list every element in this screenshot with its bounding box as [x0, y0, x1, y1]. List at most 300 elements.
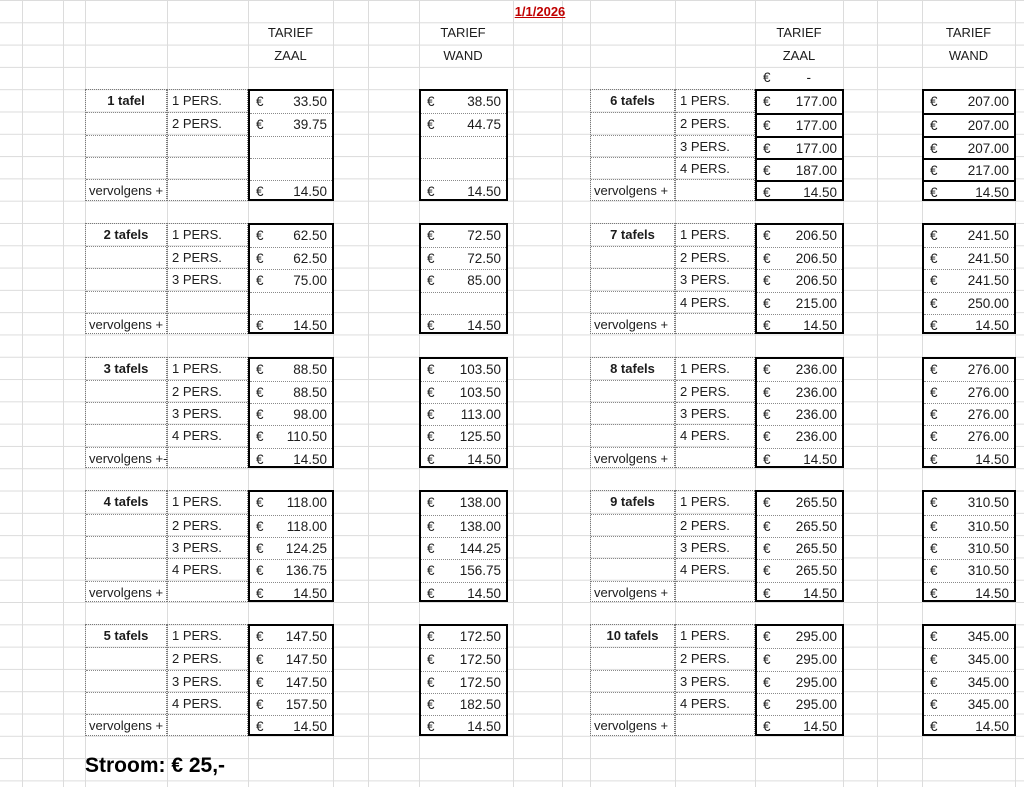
euro-symbol: €: [930, 563, 938, 579]
euro-symbol: €: [930, 295, 938, 311]
zaal-price-cell[interactable]: [250, 269, 332, 291]
zaal-price-cell[interactable]: [250, 693, 332, 715]
pers-cell[interactable]: 2 PERS.: [168, 246, 247, 268]
empty-cell[interactable]: [591, 268, 674, 290]
pers-cell[interactable]: [168, 157, 247, 179]
zaal-price-cell[interactable]: [250, 559, 332, 581]
euro-symbol: €: [930, 384, 938, 400]
price-value: 75.00: [293, 273, 327, 289]
pers-cell[interactable]: 2 PERS.: [168, 514, 247, 536]
vervolgens-label-cell[interactable]: vervolgens +: [86, 179, 166, 201]
pers-cell[interactable]: 2 PERS.: [676, 647, 754, 669]
wand-vervolgens-price-cell[interactable]: [421, 715, 506, 737]
zaal-price-cell[interactable]: [250, 492, 332, 514]
wand-vervolgens-price-cell[interactable]: [924, 314, 1014, 336]
zaal-price-cell[interactable]: [757, 403, 842, 425]
empty-cell[interactable]: [86, 402, 166, 424]
zaal-price-cell[interactable]: [250, 247, 332, 269]
price-value: 98.00: [293, 407, 327, 423]
price-value: 172.50: [459, 674, 501, 690]
wand-price-box: [419, 223, 508, 335]
tafel-label-cell[interactable]: 3 tafels: [103, 360, 149, 376]
wand-price-cell[interactable]: [421, 671, 506, 693]
wand-vervolgens-price-cell[interactable]: [924, 582, 1014, 604]
pers-cell[interactable]: 3 PERS.: [168, 402, 247, 424]
empty-cell[interactable]: [168, 313, 247, 335]
wand-price-cell[interactable]: [924, 425, 1014, 447]
wand-price-cell[interactable]: [924, 136, 1014, 158]
wand-vervolgens-price-cell[interactable]: [421, 448, 506, 470]
zaal-vervolgens-price-cell[interactable]: [250, 582, 332, 604]
pers-cell[interactable]: 4 PERS.: [676, 558, 754, 580]
tafel-label-column: [85, 624, 167, 736]
price-value: 241.50: [967, 227, 1009, 243]
vervolgens-label-cell[interactable]: vervolgens +: [591, 714, 674, 736]
pers-cell[interactable]: [168, 291, 247, 313]
wand-price-cell[interactable]: [421, 693, 506, 715]
zaal-price-cell[interactable]: [757, 247, 842, 269]
euro-symbol: €: [930, 407, 938, 423]
zaal-price-cell[interactable]: [250, 292, 332, 314]
price-value: 236.00: [795, 361, 837, 377]
price-value: 265.50: [795, 540, 837, 556]
euro-symbol: €: [256, 407, 264, 423]
empty-cell[interactable]: [591, 291, 674, 313]
pers-cell[interactable]: 2 PERS.: [676, 514, 754, 536]
empty-cell[interactable]: [86, 692, 166, 714]
euro-symbol: €: [427, 495, 435, 511]
empty-cell[interactable]: [591, 514, 674, 536]
euro-symbol: €: [256, 273, 264, 289]
price-value: 14.50: [293, 719, 327, 735]
tafel-label-column: [85, 357, 167, 469]
wand-price-cell[interactable]: [924, 158, 1014, 180]
wand-price-cell[interactable]: [924, 292, 1014, 314]
vervolgens-label-cell[interactable]: vervolgens +: [591, 447, 674, 469]
euro-symbol: €: [930, 361, 938, 377]
tarief-zaal-header-left: [248, 22, 333, 67]
price-value: 14.50: [467, 317, 501, 333]
vervolgens-label-cell[interactable]: vervolgens +: [591, 313, 674, 335]
zaal-price-cell[interactable]: [250, 515, 332, 537]
euro-symbol: €: [930, 697, 938, 713]
pers-cell[interactable]: 2 PERS.: [676, 380, 754, 402]
pers-cell[interactable]: 2 PERS.: [676, 246, 754, 268]
empty-accounting-cell[interactable]: [755, 67, 843, 89]
empty-cell[interactable]: [591, 112, 674, 134]
zaal-price-cell[interactable]: [250, 158, 332, 180]
price-value: 110.50: [286, 429, 327, 445]
price-value: 14.50: [803, 317, 837, 333]
zaal-vervolgens-price-cell[interactable]: [757, 180, 842, 202]
euro-symbol: €: [930, 118, 938, 134]
tafel-label-cell[interactable]: 7 tafels: [610, 226, 655, 242]
pers-cell[interactable]: 4 PERS.: [168, 424, 247, 446]
zaal-price-box: [755, 223, 844, 335]
euro-symbol: €: [256, 451, 264, 467]
euro-symbol: €: [930, 185, 938, 201]
euro-symbol: €: [256, 317, 264, 333]
pers-cell[interactable]: 1 PERS.: [172, 226, 222, 242]
price-value: 118.00: [286, 518, 327, 534]
price-value: 265.50: [795, 495, 837, 511]
pers-cell[interactable]: 3 PERS.: [676, 268, 754, 290]
zaal-price-cell[interactable]: [757, 515, 842, 537]
empty-cell[interactable]: [591, 402, 674, 424]
wand-price-cell[interactable]: [421, 626, 506, 648]
euro-symbol: €: [256, 251, 264, 267]
empty-cell[interactable]: [86, 380, 166, 402]
wand-price-cell[interactable]: [421, 381, 506, 403]
gridline: [22, 0, 23, 787]
euro-symbol: €: [256, 518, 264, 534]
zaal-price-cell[interactable]: [250, 403, 332, 425]
price-value: 241.50: [967, 251, 1009, 267]
empty-cell[interactable]: [86, 536, 166, 558]
euro-symbol: €: [763, 273, 771, 289]
euro-symbol: €: [763, 384, 771, 400]
euro-symbol: €: [763, 585, 771, 601]
tafel-label-cell[interactable]: 9 tafels: [610, 494, 655, 510]
wand-price-cell[interactable]: [421, 292, 506, 314]
vervolgens-label-cell[interactable]: vervolgens +-: [86, 447, 166, 469]
wand-price-cell[interactable]: [421, 648, 506, 670]
euro-symbol: €: [763, 495, 771, 511]
zaal-price-cell[interactable]: [757, 91, 842, 113]
wand-vervolgens-price-cell[interactable]: [924, 448, 1014, 470]
tafel-label-column: [590, 357, 675, 469]
vervolgens-label-cell[interactable]: vervolgens +: [86, 714, 166, 736]
empty-cell[interactable]: [86, 647, 166, 669]
empty-cell[interactable]: [676, 447, 754, 469]
zaal-vervolgens-price-cell[interactable]: [757, 715, 842, 737]
wand-vervolgens-price-cell[interactable]: [924, 180, 1014, 202]
tafel-label-cell[interactable]: 8 tafels: [610, 360, 655, 376]
price-value: 236.00: [795, 384, 837, 400]
price-value: 39.75: [293, 117, 327, 133]
pers-cell[interactable]: 2 PERS.: [676, 112, 754, 134]
pers-cell[interactable]: 3 PERS.: [676, 670, 754, 692]
wand-vervolgens-price-cell[interactable]: [421, 180, 506, 202]
pers-cell[interactable]: 1 PERS.: [680, 494, 730, 510]
zaal-price-cell[interactable]: [250, 91, 332, 113]
pers-cell[interactable]: 3 PERS.: [676, 402, 754, 424]
zaal-price-cell[interactable]: [250, 671, 332, 693]
pers-cell[interactable]: 2 PERS.: [168, 647, 247, 669]
tafel-label-cell[interactable]: 4 tafels: [103, 494, 149, 510]
empty-cell[interactable]: [86, 558, 166, 580]
pers-cell[interactable]: 3 PERS.: [168, 268, 247, 290]
empty-cell[interactable]: [86, 424, 166, 446]
wand-price-cell[interactable]: [421, 359, 506, 381]
price-value: 310.50: [967, 540, 1009, 556]
wand-price-cell[interactable]: [421, 225, 506, 247]
vervolgens-label-cell[interactable]: vervolgens +: [86, 313, 166, 335]
empty-cell[interactable]: [86, 246, 166, 268]
empty-cell[interactable]: [168, 714, 247, 736]
wand-price-cell[interactable]: [421, 247, 506, 269]
zaal-price-cell[interactable]: [757, 559, 842, 581]
price-value: 14.50: [293, 184, 327, 200]
wand-price-cell[interactable]: [924, 559, 1014, 581]
pers-cell[interactable]: 2 PERS.: [168, 380, 247, 402]
tafel-label-cell[interactable]: 6 tafels: [610, 93, 655, 108]
pers-cell[interactable]: 1 PERS.: [680, 628, 730, 644]
zaal-price-cell[interactable]: [757, 381, 842, 403]
zaal-price-cell[interactable]: [757, 113, 842, 135]
wand-price-cell[interactable]: [421, 403, 506, 425]
empty-cell[interactable]: [86, 135, 166, 157]
zaal-price-cell[interactable]: [250, 136, 332, 158]
pers-cell[interactable]: 1 PERS.: [680, 226, 730, 242]
zaal-price-cell[interactable]: [250, 113, 332, 135]
empty-cell[interactable]: [591, 380, 674, 402]
wand-price-cell[interactable]: [924, 626, 1014, 648]
pers-cell[interactable]: 3 PERS.: [676, 135, 754, 157]
price-value: 14.50: [293, 317, 327, 333]
zaal-price-cell[interactable]: [757, 136, 842, 158]
zaal-price-cell[interactable]: [250, 359, 332, 381]
empty-cell[interactable]: [168, 179, 247, 201]
zaal-price-cell[interactable]: [250, 626, 332, 648]
price-value: 207.00: [967, 94, 1009, 109]
wand-label: WAND: [948, 47, 989, 63]
euro-symbol: €: [427, 117, 435, 133]
zaal-price-cell[interactable]: [757, 626, 842, 648]
zaal-price-cell[interactable]: [757, 648, 842, 670]
euro-symbol: €: [427, 629, 435, 645]
price-value: 14.50: [803, 719, 837, 735]
price-value: 345.00: [967, 674, 1009, 690]
wand-price-cell[interactable]: [421, 425, 506, 447]
wand-price-cell[interactable]: [924, 648, 1014, 670]
tafel-label-column: [590, 89, 675, 201]
empty-cell[interactable]: [676, 714, 754, 736]
euro-symbol: €: [763, 518, 771, 534]
price-value: 217.00: [967, 162, 1009, 178]
price-value: 103.50: [459, 384, 501, 400]
zaal-price-cell[interactable]: [757, 492, 842, 514]
wand-price-cell[interactable]: [421, 537, 506, 559]
price-value: 345.00: [967, 629, 1009, 645]
euro-symbol: €: [427, 407, 435, 423]
tafel-label-cell[interactable]: 1 tafel: [107, 93, 145, 108]
pers-cell[interactable]: 3 PERS.: [168, 670, 247, 692]
price-value: 207.00: [967, 118, 1009, 134]
euro-symbol: €: [256, 674, 264, 690]
zaal-vervolgens-price-cell[interactable]: [757, 448, 842, 470]
pers-cell[interactable]: 4 PERS.: [168, 558, 247, 580]
pers-cell[interactable]: 3 PERS.: [676, 536, 754, 558]
gridline: [63, 0, 64, 787]
zaal-vervolgens-price-cell[interactable]: [250, 715, 332, 737]
empty-cell[interactable]: [591, 246, 674, 268]
price-value: 118.00: [286, 495, 327, 511]
zaal-price-cell[interactable]: [250, 381, 332, 403]
wand-price-cell[interactable]: [924, 91, 1014, 113]
price-value: 276.00: [967, 429, 1009, 445]
empty-cell[interactable]: [86, 291, 166, 313]
wand-price-cell[interactable]: [924, 671, 1014, 693]
pers-cell[interactable]: 4 PERS.: [676, 291, 754, 313]
pers-cell[interactable]: 2 PERS.: [168, 112, 247, 134]
zaal-vervolgens-price-cell[interactable]: [250, 314, 332, 336]
wand-vervolgens-price-cell[interactable]: [924, 715, 1014, 737]
empty-cell[interactable]: [168, 447, 247, 469]
euro-symbol: €: [256, 652, 264, 668]
euro-symbol: €: [427, 94, 435, 109]
zaal-price-cell[interactable]: [757, 425, 842, 447]
zaal-price-cell[interactable]: [757, 292, 842, 314]
tafel-label-cell[interactable]: 5 tafels: [103, 628, 149, 644]
pers-cell[interactable]: 1 PERS.: [172, 93, 222, 108]
euro-symbol: €: [427, 585, 435, 601]
empty-cell[interactable]: [591, 424, 674, 446]
tafel-label-cell[interactable]: 2 tafels: [103, 226, 149, 242]
price-value: 276.00: [967, 361, 1009, 377]
empty-cell[interactable]: [591, 536, 674, 558]
wand-price-cell[interactable]: [924, 113, 1014, 135]
euro-symbol: €: [256, 227, 264, 243]
zaal-price-cell[interactable]: [250, 537, 332, 559]
wand-price-cell[interactable]: [421, 269, 506, 291]
empty-cell[interactable]: [591, 558, 674, 580]
euro-symbol: €: [763, 70, 771, 85]
wand-price-box: [922, 89, 1016, 201]
zaal-vervolgens-price-cell[interactable]: [757, 582, 842, 604]
price-value: 265.50: [795, 563, 837, 579]
wand-price-cell[interactable]: [421, 492, 506, 514]
wand-price-cell[interactable]: [421, 559, 506, 581]
tafel-label-column: [590, 624, 675, 736]
wand-price-cell[interactable]: [421, 158, 506, 180]
wand-price-cell[interactable]: [421, 91, 506, 113]
euro-symbol: €: [763, 295, 771, 311]
empty-cell[interactable]: [86, 157, 166, 179]
zaal-price-cell[interactable]: [757, 158, 842, 180]
price-value: 138.00: [459, 495, 501, 511]
gridline: [368, 0, 369, 787]
empty-cell[interactable]: [676, 581, 754, 603]
price-value: 177.00: [795, 94, 837, 109]
empty-cell[interactable]: [591, 670, 674, 692]
wand-price-cell[interactable]: [924, 537, 1014, 559]
wand-price-cell[interactable]: [421, 113, 506, 135]
pers-cell[interactable]: 4 PERS.: [676, 424, 754, 446]
wand-vervolgens-price-cell[interactable]: [421, 314, 506, 336]
price-value: 310.50: [967, 518, 1009, 534]
wand-label: WAND: [443, 47, 483, 63]
empty-cell[interactable]: [591, 692, 674, 714]
pers-cell[interactable]: 4 PERS.: [168, 692, 247, 714]
pers-cell[interactable]: 1 PERS.: [172, 360, 222, 376]
pers-cell[interactable]: 1 PERS.: [172, 494, 222, 510]
zaal-price-cell[interactable]: [757, 359, 842, 381]
wand-price-cell[interactable]: [924, 492, 1014, 514]
empty-cell[interactable]: [168, 581, 247, 603]
euro-symbol: €: [763, 251, 771, 267]
zaal-price-cell[interactable]: [757, 537, 842, 559]
empty-cell[interactable]: [86, 670, 166, 692]
pers-cell[interactable]: 3 PERS.: [168, 536, 247, 558]
euro-symbol: €: [427, 451, 435, 467]
zaal-vervolgens-price-cell[interactable]: [250, 448, 332, 470]
tarief-label: TARIEF: [267, 25, 314, 41]
price-value: 62.50: [293, 251, 327, 267]
empty-cell[interactable]: [676, 179, 754, 201]
wand-price-cell[interactable]: [924, 225, 1014, 247]
zaal-price-cell[interactable]: [757, 269, 842, 291]
zaal-price-cell[interactable]: [757, 671, 842, 693]
wand-price-box: [419, 624, 508, 736]
wand-price-cell[interactable]: [924, 269, 1014, 291]
pers-cell[interactable]: 4 PERS.: [676, 157, 754, 179]
zaal-price-cell[interactable]: [250, 225, 332, 247]
pers-cell[interactable]: 1 PERS.: [172, 628, 222, 644]
euro-symbol: €: [427, 251, 435, 267]
price-value: 44.75: [467, 117, 501, 133]
euro-symbol: €: [930, 317, 938, 333]
wand-price-cell[interactable]: [924, 359, 1014, 381]
empty-cell[interactable]: [591, 647, 674, 669]
wand-price-cell[interactable]: [924, 693, 1014, 715]
euro-symbol: €: [930, 162, 938, 178]
wand-price-cell[interactable]: [924, 515, 1014, 537]
vervolgens-label-cell[interactable]: vervolgens +: [591, 581, 674, 603]
tafel-label-column: [85, 490, 167, 602]
vervolgens-label-cell[interactable]: vervolgens +: [591, 179, 674, 201]
price-value: 147.50: [285, 652, 327, 668]
zaal-price-box: [248, 357, 334, 469]
empty-cell[interactable]: [86, 112, 166, 134]
tafel-label-cell[interactable]: 10 tafels: [606, 628, 659, 644]
zaal-vervolgens-price-cell[interactable]: [250, 180, 332, 202]
stroom-note: Stroom: € 25,-: [85, 754, 226, 777]
pers-cell[interactable]: [168, 135, 247, 157]
wand-price-cell[interactable]: [924, 247, 1014, 269]
tarief-label: TARIEF: [440, 25, 486, 41]
zaal-price-cell[interactable]: [757, 225, 842, 247]
wand-price-cell[interactable]: [421, 136, 506, 158]
pers-cell[interactable]: 1 PERS.: [680, 93, 730, 108]
empty-cell[interactable]: [676, 313, 754, 335]
wand-vervolgens-price-cell[interactable]: [421, 582, 506, 604]
price-value: 236.00: [795, 407, 837, 423]
empty-cell[interactable]: [86, 268, 166, 290]
empty-cell[interactable]: [591, 135, 674, 157]
price-value: 295.00: [795, 697, 837, 713]
pers-cell[interactable]: 1 PERS.: [680, 360, 730, 376]
zaal-price-cell[interactable]: [757, 693, 842, 715]
zaal-vervolgens-price-cell[interactable]: [757, 314, 842, 336]
vervolgens-label-cell[interactable]: vervolgens +: [86, 581, 166, 603]
empty-cell[interactable]: [86, 514, 166, 536]
wand-price-cell[interactable]: [924, 381, 1014, 403]
pers-cell[interactable]: 4 PERS.: [676, 692, 754, 714]
wand-price-cell[interactable]: [924, 403, 1014, 425]
euro-symbol: €: [763, 697, 771, 713]
zaal-price-cell[interactable]: [250, 425, 332, 447]
empty-cell[interactable]: [591, 157, 674, 179]
euro-symbol: €: [763, 451, 771, 467]
tafel-label-column: [85, 89, 167, 201]
euro-symbol: €: [427, 674, 435, 690]
price-value: 206.50: [795, 273, 837, 289]
zaal-price-cell[interactable]: [250, 648, 332, 670]
euro-symbol: €: [763, 429, 771, 445]
euro-symbol: €: [930, 495, 938, 511]
wand-price-cell[interactable]: [421, 515, 506, 537]
